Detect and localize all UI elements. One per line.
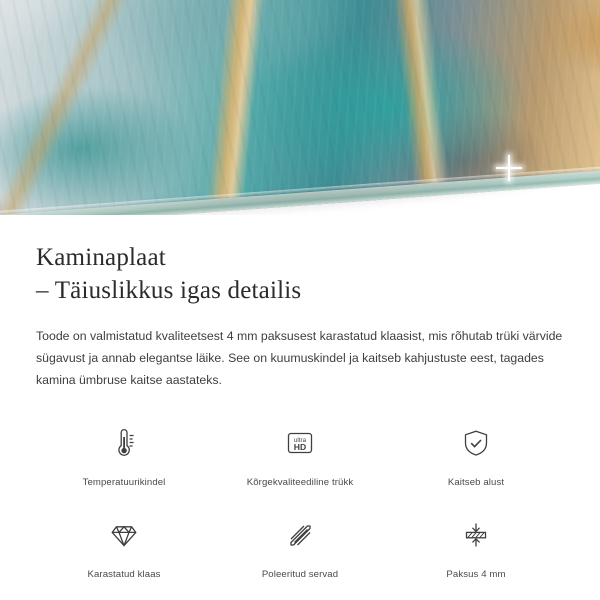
page-title [36,242,564,307]
feature-item-temperature [36,420,212,488]
page-title-line1: Kaminaplaat [36,244,166,271]
feature-label: Kaitseb alust [447,476,505,488]
thermometer-icon [101,420,147,466]
diamond-icon [101,512,147,558]
feature-grid [36,420,564,580]
feature-item-surface-protection [388,420,564,488]
hero-image [0,0,600,215]
ultra-hd-icon [277,420,323,466]
feature-label: Temperatuurikindel [82,476,166,488]
feature-item-print-quality [212,420,388,488]
thickness-icon [453,512,499,558]
hero-image-inner [0,0,600,215]
svg-text:HD: HD [293,441,307,452]
feature-label: Poleeritud servad [261,568,339,580]
feature-label: Karastatud klaas [87,568,161,580]
svg-text:ultra: ultra [293,436,307,444]
page-title-line2: – Täiuslikkus igas detailis [36,276,302,304]
feature-label: Kõrgekvaliteediline trükk [246,476,354,488]
polished-edges-icon [277,512,323,558]
shield-check-icon [453,420,499,466]
product-description: Toode on valmistatud kvaliteetsest 4 mm paksusest karastatud klaasist, mis rõhutab trüki värvide sügavust ja annab elegantse läike. See on kuumuskindel ja kaitseb kahjustuste eest, tagades kamina ümbruse kaitse aastateks. [36,329,563,387]
feature-item-tempered-glass [36,512,212,580]
feature-item-thickness [388,512,564,580]
feature-item-polished-edges [212,512,388,580]
content-area [0,242,600,580]
feature-label: Paksus 4 mm [446,568,506,580]
